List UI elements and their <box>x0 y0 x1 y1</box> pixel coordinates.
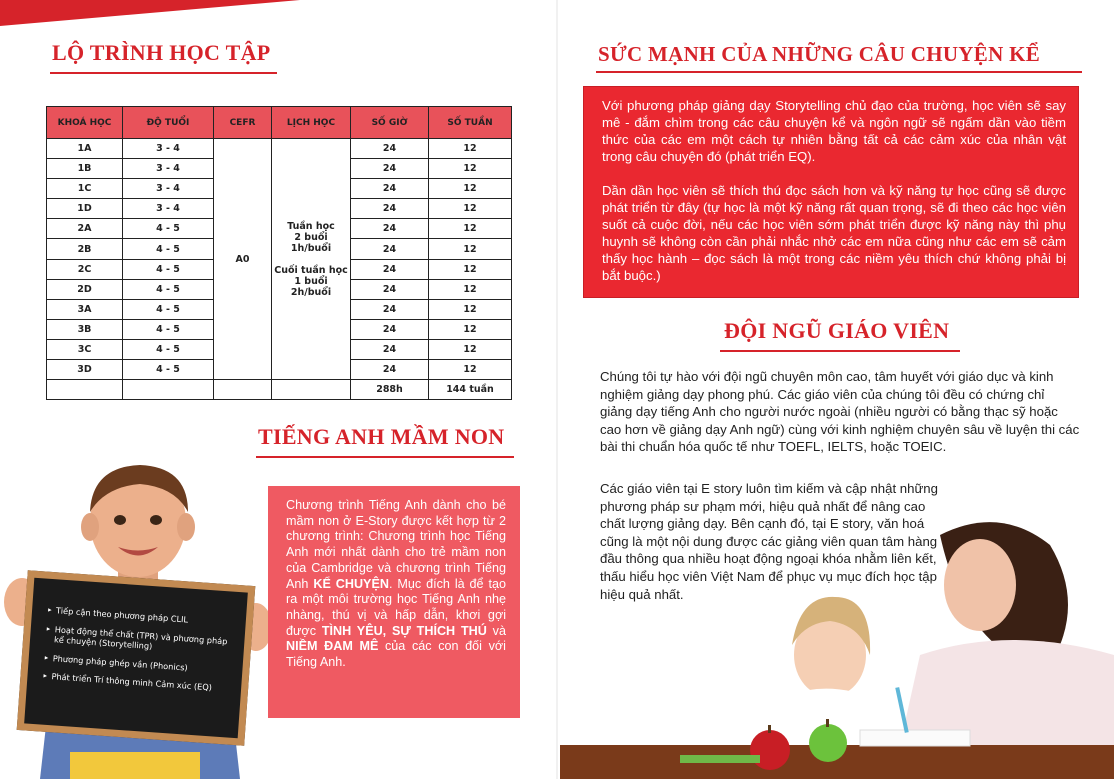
course-cell: 2C <box>47 259 123 279</box>
schedule-title-underline <box>50 72 277 74</box>
kindergarten-text-box <box>268 486 520 718</box>
hours-cell: 24 <box>351 199 429 219</box>
kindergarten-text-part: Chương trình Tiếng Anh dành cho bé mầm non ở E-Story được kết hợp từ 2 chương trình: Chương trình học Tiếng Anh mới nhất dành cho trẻ mầm non của Cambridge và chương trình Tiếng Anh <box>286 498 506 591</box>
hours-cell: 24 <box>351 360 429 380</box>
course-cell: 2D <box>47 279 123 299</box>
page-spine <box>556 0 558 779</box>
hours-cell: 24 <box>351 179 429 199</box>
schedule-line: 2h/buổi <box>290 286 332 298</box>
course-cell: 1D <box>47 199 123 219</box>
storytelling-paragraph: Với phương pháp giảng dạy Storytelling chủ đạo của trường, học viên sẽ say mê - đắm chìm trong các câu chuyện kể và ngôn ngữ sẽ ngấm dần vào tiềm thức của các em một cách tự nhiên bằng tất cả các cảm xúc của nhân vật trong câu chuyện đó (phát triển EQ). <box>602 98 1066 164</box>
storytelling-paragraph: Dần dần học viên sẽ thích thú đọc sách hơn và kỹ năng tự học cũng sẽ được phát triển từ đây (tự học là một kỹ năng rất quan trọng, sẽ đi theo các học viên suốt cả cuộc đời, nếu các học viên sớm phát triển được kỹ năng này thì phụ huynh sẽ không còn cần phải nhắc nhở các em nữa cũng như các em sẽ cảm thấy học hành – đọc sách là một trong các niềm yêu thích chứ không phải bị bắt buộc.) <box>602 183 1066 283</box>
hours-cell: 24 <box>351 299 429 319</box>
age-cell: 4 - 5 <box>123 299 214 319</box>
course-cell: 3B <box>47 319 123 339</box>
weeks-cell: 12 <box>429 319 512 339</box>
schedule-title: LỘ TRÌNH HỌC TẬP <box>52 40 271 65</box>
course-cell: 2B <box>47 239 123 259</box>
weeks-cell: 12 <box>429 279 512 299</box>
age-cell: 4 - 5 <box>123 339 214 359</box>
hours-cell: 24 <box>351 279 429 299</box>
header-schedule: LỊCH HỌC <box>272 107 351 139</box>
schedule-line: Tuần học <box>287 220 335 232</box>
kindergarten-emphasis: KỂ CHUYỆN <box>313 576 389 591</box>
course-cell: 3A <box>47 299 123 319</box>
kindergarten-emphasis: NIỀM ĐAM MÊ <box>286 639 379 654</box>
age-cell: 3 - 4 <box>123 199 214 219</box>
course-cell: 3C <box>47 339 123 359</box>
header-weeks: SỐ TUẦN <box>429 107 512 139</box>
chalkboard <box>17 570 256 746</box>
board-item: ▸ Tiếp cận theo phương pháp CLIL <box>48 605 232 628</box>
schedule-line: 2 buổi <box>294 231 328 243</box>
header-course: KHOÁ HỌC <box>47 107 123 139</box>
teachers-paragraph-1: Chúng tôi tự hào với đội ngũ chuyên môn cao, tâm huyết với giáo dục và kinh nghiệm giảng dạy phong phú. Các giáo viên của chúng tôi đều có chứng chỉ giảng dạy tiếng Anh cho người nước ngoài (nhiều người có bằng thạc sỹ hoặc cao hơn về giảng dạy Anh ngữ) cùng với kinh nghiệm chuyên sâu về luyện thi các bài thi chuẩn hóa quốc tế như TOEFL, IELTS, hoặc TOEIC. <box>600 369 1080 455</box>
age-cell: 4 - 5 <box>123 219 214 239</box>
teacher-student-illustration <box>560 505 1114 779</box>
kindergarten-emphasis: TÌNH YÊU, SỰ THÍCH THÚ <box>321 623 487 638</box>
cefr-cell: A0 <box>214 139 272 380</box>
total-empty-cell <box>272 380 351 400</box>
hours-cell: 24 <box>351 239 429 259</box>
teachers-title-underline <box>720 350 960 352</box>
teachers-title: ĐỘI NGŨ GIÁO VIÊN <box>724 318 950 343</box>
age-cell: 3 - 4 <box>123 139 214 159</box>
age-cell: 4 - 5 <box>123 239 214 259</box>
schedule-cell <box>272 139 351 380</box>
board-item: ▸ Phương pháp ghép vần (Phonics) <box>44 652 228 675</box>
kindergarten-description <box>286 498 506 671</box>
course-cell: 1C <box>47 179 123 199</box>
storytelling-title: SỨC MẠNH CỦA NHỮNG CÂU CHUYỆN KỂ <box>598 42 1041 66</box>
course-cell: 1B <box>47 159 123 179</box>
kindergarten-text-part: của các con đối với Tiếng Anh. <box>286 639 506 670</box>
hours-cell: 24 <box>351 319 429 339</box>
hours-cell: 24 <box>351 219 429 239</box>
header-hours: SỐ GIỜ <box>351 107 429 139</box>
kindergarten-title: TIẾNG ANH MẦM NON <box>258 424 505 449</box>
age-cell: 4 - 5 <box>123 259 214 279</box>
hours-cell: 24 <box>351 259 429 279</box>
storytelling-text-box <box>584 87 1078 297</box>
board-item: ▸ Hoạt động thể chất (TPR) và phương pháp kể chuyện (Storytelling) <box>46 623 231 657</box>
corner-red-decoration <box>0 0 300 26</box>
schedule-line: 1h/buổi <box>290 242 332 254</box>
age-cell: 3 - 4 <box>123 159 214 179</box>
teachers-paragraph-2: Các giáo viên tại E story luôn tìm kiếm và cập nhật những phương pháp sư phạm mới, hiệu quả nhất để nâng cao chất lượng giảng dạy. Bên cạnh đó, tại E story, văn hoá cũng là một nội dung được các giảng viên quan tâm hàng đầu thông qua nhiều hoạt động ngoại khóa nhằm liên kết, thấu hiểu học viên Việt Nam để phục vụ mục đích học tập hiệu quả nhất. <box>600 481 938 602</box>
kindergarten-title-underline <box>256 456 514 458</box>
weeks-cell: 12 <box>429 360 512 380</box>
storytelling-title-underline <box>596 71 1082 73</box>
weeks-cell: 12 <box>429 179 512 199</box>
weeks-cell: 12 <box>429 239 512 259</box>
course-cell: 3D <box>47 360 123 380</box>
header-cefr: CEFR <box>214 107 272 139</box>
age-cell: 4 - 5 <box>123 279 214 299</box>
kindergarten-text-part: . Mục đích là để tạo ra một môi trường học Tiếng Anh nhẹ nhàng, thú vị và hấp dẫn, khơi gợi được <box>286 576 506 638</box>
weeks-cell: 12 <box>429 219 512 239</box>
age-cell: 3 - 4 <box>123 179 214 199</box>
total-hours-cell: 288h <box>351 380 429 400</box>
schedule-table <box>46 106 512 400</box>
board-list <box>43 605 232 694</box>
kindergarten-text-part: và <box>486 623 506 638</box>
hours-cell: 24 <box>351 339 429 359</box>
schedule-line: Cuối tuần học <box>274 264 348 276</box>
course-cell: 1A <box>47 139 123 159</box>
total-weeks-cell: 144 tuần <box>429 380 512 400</box>
weeks-cell: 12 <box>429 299 512 319</box>
age-cell: 4 - 5 <box>123 319 214 339</box>
hours-cell: 24 <box>351 139 429 159</box>
total-empty-cell <box>47 380 123 400</box>
weeks-cell: 12 <box>429 259 512 279</box>
board-item: ▸ Phát triển Trí thông minh Cảm xúc (EQ) <box>43 671 227 694</box>
total-empty-cell <box>123 380 214 400</box>
table-row <box>47 139 512 159</box>
header-age: ĐỘ TUỔI <box>123 107 214 139</box>
weeks-cell: 12 <box>429 339 512 359</box>
table-header-row <box>47 107 512 139</box>
weeks-cell: 12 <box>429 139 512 159</box>
table-total-row <box>47 380 512 400</box>
weeks-cell: 12 <box>429 159 512 179</box>
schedule-line: 1 buổi <box>294 275 328 287</box>
weeks-cell: 12 <box>429 199 512 219</box>
course-cell: 2A <box>47 219 123 239</box>
total-empty-cell <box>214 380 272 400</box>
hours-cell: 24 <box>351 159 429 179</box>
schedule-spacer <box>272 254 350 265</box>
age-cell: 4 - 5 <box>123 360 214 380</box>
